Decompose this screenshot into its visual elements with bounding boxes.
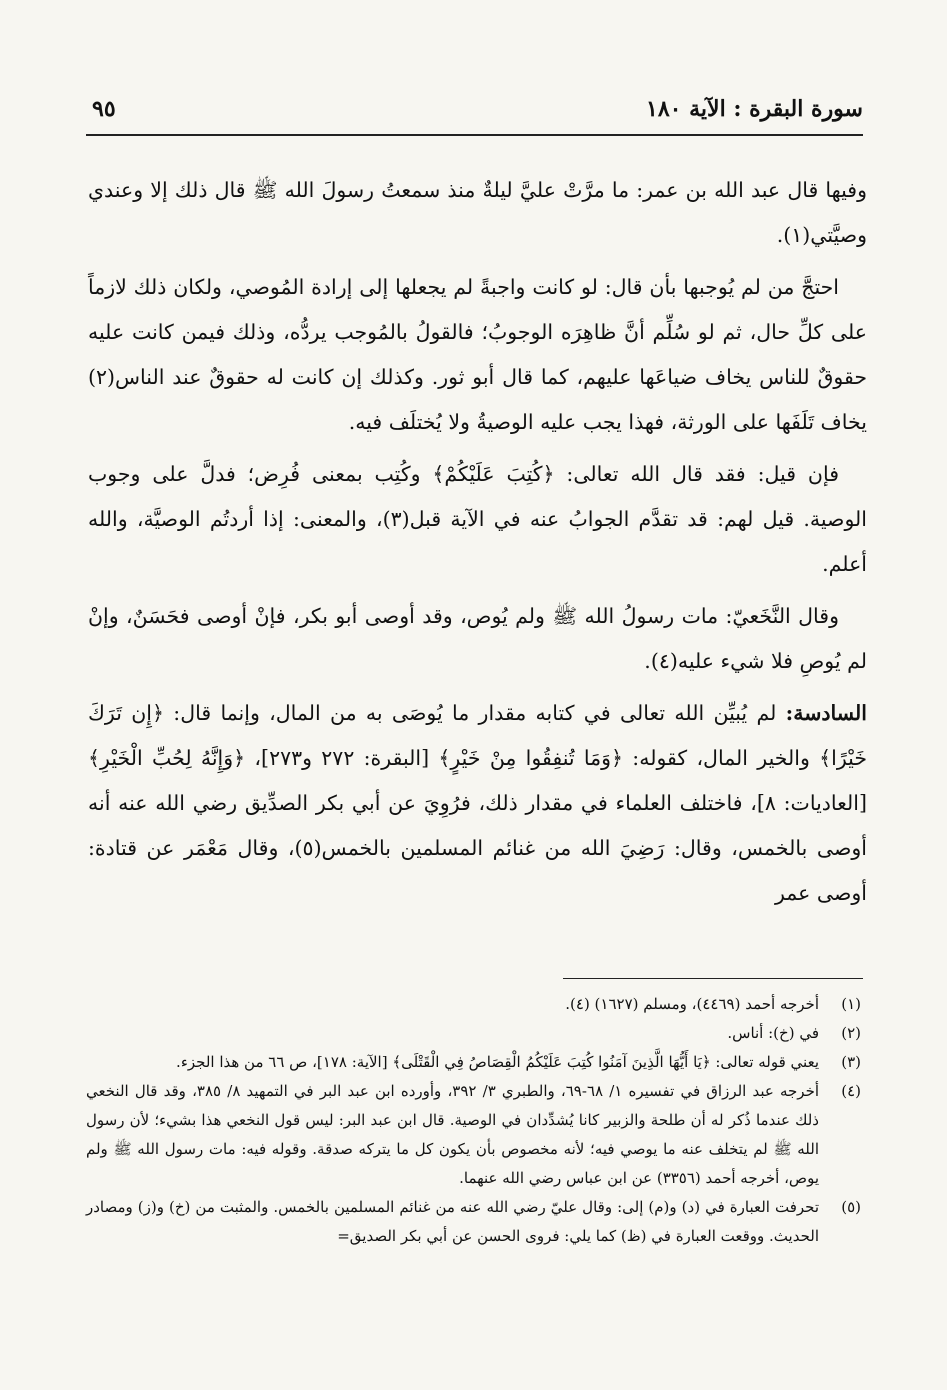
paragraph-1: وفيها قال عبد الله بن عمر: ما مرَّتْ عليَّ ليلةٌ منذ سمعتُ رسولَ الله ﷺ قال ذلك إلا وعندي وصيَّتي(١). xyxy=(88,178,867,247)
footnote xyxy=(86,1077,861,1193)
footnote-number: (٣) xyxy=(841,1053,861,1071)
footnote xyxy=(86,1193,861,1251)
paragraph-5-text: لم يُبيِّن الله تعالى في كتابه مقدار ما يُوصَى به من المال، وإنما قال: ﴿إِن تَرَكَ خَيْرًا﴾ والخير المال، كقوله: ﴿وَمَا تُنفِقُوا مِنْ خَيْرٍ﴾ [البقرة: ٢٧٢ و٢٧٣]، ﴿وَإِنَّهُ لِحُبِّ الْخَيْرِ﴾ [العاديات: ٨]، فاختلف العلماء في مقدار ذلك، فرُوِيَ عن أبي بكر الصدِّيق رضي الله عنه أنه أوصى بالخمس، وقال: رَضِيَ الله من غنائم المسلمين بالخمس(٥)، وقال مَعْمَر عن قتادة: أوصى عمر xyxy=(88,701,867,905)
paragraph-2: احتجَّ من لم يُوجبها بأن قال: لو كانت واجبةً لم يجعلها إلى إرادة المُوصي، ولكان ذلك لازماً على كلِّ حال، ثم لو سُلِّم أنَّ ظاهِرَه الوجوبُ؛ فالقولُ بالمُوجب يردُّه، وذلك فيمن كانت عليه حقوقٌ للناس يخاف ضياعَها عليهم، كما قال أبو ثور. وكذلك إن كانت له حقوقٌ عند الناس(٢) يخاف تَلَفَها على الورثة، فهذا يجب عليه الوصيةُ ولا يُختلَف فيه. xyxy=(88,275,867,434)
page-header xyxy=(86,92,863,136)
footnote-text: يعني قوله تعالى: ﴿يَا أَيُّهَا الَّذِينَ آمَنُوا كُتِبَ عَلَيْكُمُ الْقِصَاصُ فِي الْقَتْلَى﴾ [الآية: ١٧٨]، ص ٦٦ من هذا الجزء. xyxy=(176,1053,819,1071)
paragraph-5 xyxy=(88,691,867,916)
footnote xyxy=(86,1048,861,1077)
footnote xyxy=(86,1019,861,1048)
running-title: سورة البقرة : الآية ١٨٠ xyxy=(646,96,863,122)
footnote-number: (٢) xyxy=(841,1024,861,1042)
footnote-text: أخرجه أحمد (٤٤٦٩)، ومسلم (١٦٢٧) (٤). xyxy=(565,995,819,1013)
footnote-number: (١) xyxy=(841,995,861,1013)
footnote-number: (٥) xyxy=(841,1198,861,1216)
footnote-text: أخرجه عبد الرزاق في تفسيره ١/ ٦٨-٦٩، والطبري ٣/ ٣٩٢، وأورده ابن عبد البر في التمهيد ٨/ ٣٨٥، وقد قال النخعي ذلك عندما ذُكر له أن طلحة والزبير كانا يُشدِّدان في الوصية. قال ابن عبد البر: ليس قول النخعي هذا بشيء؛ لأن رسول الله ﷺ لم يتخلف عنه ما يوصي فيه؛ لأنه مخصوص بأن يكون كل ما يتركه صدقة. وقوله فيه: مات رسول الله ﷺ ولم يوص، أخرجه أحمد (٣٣٥٦) عن ابن عباس رضي الله عنهما. xyxy=(86,1082,820,1187)
paragraph-4: وقال النَّخَعيّ: مات رسولُ الله ﷺ ولم يُوص، وقد أوصى أبو بكر، فإنْ أوصى فحَسَنٌ، وإنْ لم يُوصِ فلا شيء عليه(٤). xyxy=(88,604,867,673)
paragraph-3: فإن قيل: فقد قال الله تعالى: ﴿كُتِبَ عَلَيْكُمْ﴾ وكُتِب بمعنى فُرِض؛ فدلَّ على وجوب الوصية. قيل لهم: قد تقدَّم الجوابُ عنه في الآية قبل(٣)، والمعنى: إذا أردتُم الوصيَّة، والله أعلم. xyxy=(88,462,867,576)
page-number: ٩٥ xyxy=(92,96,116,122)
footnote-text: تحرفت العبارة في (د) و(م) إلى: وقال عليّ رضي الله عنه من غنائم المسلمين بالخمس. والمثبت من (خ) و(ز) ومصادر الحديث. ووقعت العبارة في (ظ) كما يلي: فروى الحسن عن أبي بكر الصديق= xyxy=(86,1198,819,1245)
footnote xyxy=(86,990,861,1019)
section-heading: السادسة: xyxy=(785,701,867,725)
footnotes xyxy=(86,990,861,1251)
footnote-number: (٤) xyxy=(841,1082,861,1100)
footnote-text: في (خ): أناس. xyxy=(727,1024,819,1042)
footnote-separator xyxy=(563,978,863,979)
main-text xyxy=(88,168,867,923)
